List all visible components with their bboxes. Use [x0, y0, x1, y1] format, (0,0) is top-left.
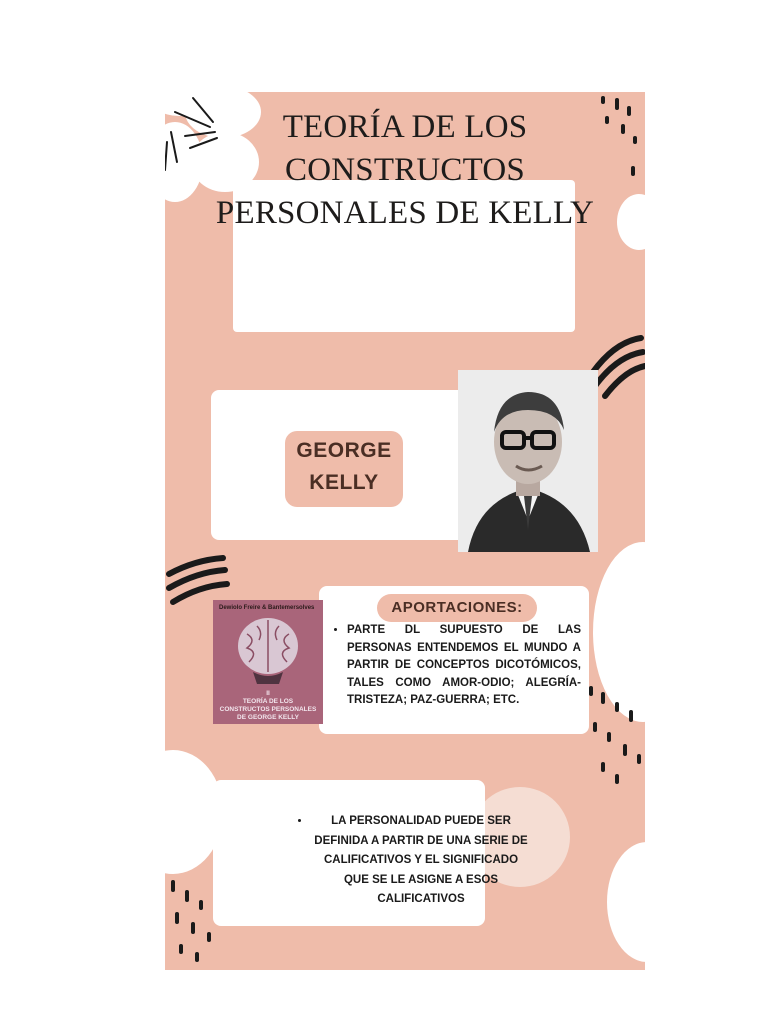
- dots-decoration-right-lower: [585, 682, 645, 792]
- contributions-text: [329, 622, 581, 710]
- contributions-heading-badge: [377, 594, 537, 622]
- infographic-poster: [165, 92, 645, 970]
- title-line-1: TEORÍA DE LOS: [282, 109, 528, 145]
- author-name: [285, 435, 403, 499]
- book-publisher-line-1: Dewiolo Freire &: [219, 605, 269, 611]
- poster-title: [165, 106, 645, 235]
- personality-bullet: • LA PERSONALIDAD PUEDE SER DEFINIDA A PARTIR DE UNA SERIE DE CALIFICATIVOS Y EL SIGNIFICADO QUE SE LE ASIGNE A ESOS CALIFICATIVOS: [311, 812, 531, 910]
- author-first-name: GEORGE: [296, 439, 392, 462]
- book-publisher-line-2: Bantemersolves: [268, 605, 315, 611]
- contributions-bullet: • PARTE DL SUPUESTO DE LAS PERSONAS ENTENDEMOS EL MUNDO A PARTIR DE CONCEPTOS DICOTÓMICOS, TALES COMO AMOR-ODIO; ALEGRÍA-TRISTEZA; PAZ-GUERRA; ETC.: [347, 622, 581, 710]
- book-number: II: [266, 690, 270, 697]
- book-title: [217, 690, 319, 722]
- contributions-heading: APORTACIONES:: [391, 599, 523, 616]
- book-title-text: TEORÍA DE LOS CONSTRUCTOS PERSONALES DE GEORGE KELLY: [219, 698, 317, 721]
- portrait-illustration: [458, 370, 598, 552]
- author-last-name: KELLY: [309, 471, 379, 494]
- title-line-3: PERSONALES DE KELLY: [215, 195, 595, 231]
- george-kelly-portrait: [458, 370, 598, 552]
- book-cover: [213, 600, 323, 724]
- title-line-2: CONSTRUCTOS: [285, 152, 525, 188]
- personality-text: [295, 812, 531, 910]
